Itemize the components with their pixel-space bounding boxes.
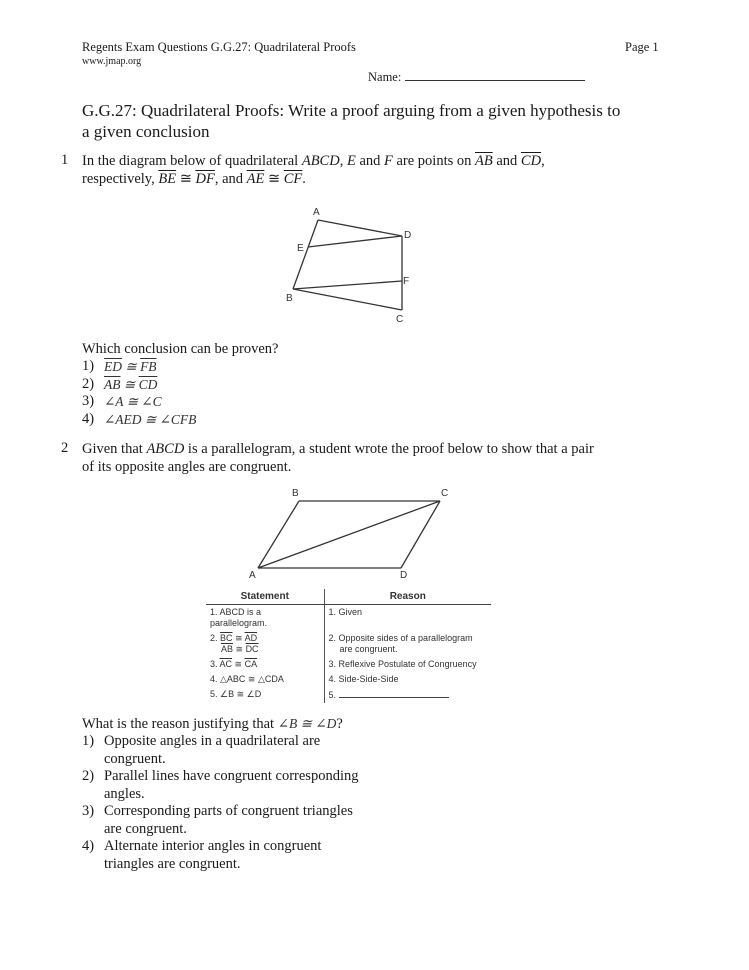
segment-ae: $\overline{AE}$ — [246, 171, 265, 187]
table-row — [206, 672, 491, 687]
table-row — [206, 657, 491, 672]
segment-cf: $\overline{CF}$ — [283, 171, 303, 187]
text: , — [339, 153, 347, 169]
quadrilateral-abcd-diagram — [270, 200, 430, 330]
name-blank-line — [405, 70, 585, 81]
congruent-symbol: ≅ — [232, 633, 245, 643]
text: is a parallelogram, a student wrote the proof below to show that a pair — [184, 441, 594, 457]
document-header-title: Regents Exam Questions G.G.27: Quadrilateral Proofs — [82, 40, 356, 54]
segment-cd: $\overline{CD}$ — [138, 376, 158, 392]
math-abcd: ABCD — [301, 153, 340, 169]
option-3[interactable] — [82, 803, 367, 838]
option-3[interactable] — [82, 393, 382, 411]
segment-ab: $\overline{AB}$ — [475, 153, 493, 169]
congruent-symbol: ≅ — [264, 171, 284, 187]
label-b: B — [286, 293, 293, 304]
name-label: Name: — [368, 70, 402, 84]
label-d: D — [404, 230, 412, 241]
segment-dc: $\overline{DC}$ — [245, 644, 259, 654]
reason-cell: 3. Reflexive Postulate of Congruency — [328, 659, 477, 669]
reason-header: Reason — [324, 589, 491, 605]
option-2[interactable] — [82, 376, 382, 394]
segment-ac: $\overline{AC}$ — [219, 659, 233, 669]
statement-cell: 4. △ABC ≅ △CDA — [206, 672, 324, 687]
text: are points on — [392, 153, 476, 169]
option-number: 3) — [82, 803, 95, 819]
website-text: www.jmap.org — [82, 56, 142, 67]
text: respectively, — [82, 171, 159, 187]
segment-ca: $\overline{CA}$ — [244, 659, 258, 669]
option-number: 1) — [82, 358, 95, 374]
option-number: 1) — [82, 733, 95, 749]
option-text: ∠AED ≅ ∠CFB — [104, 411, 197, 427]
question-2-number: 2 — [61, 440, 69, 456]
question-2-options — [82, 733, 367, 873]
section-title: G.G.27: Quadrilateral Proofs: Write a proof arguing from a given hypothesis to a given conclusion — [82, 101, 621, 141]
segment-ab: $\overline{AB}$ — [221, 644, 234, 654]
statement-cell: 1. ABCD is a parallelogram. — [206, 605, 324, 632]
text: 2. — [210, 633, 221, 643]
label-c: C — [396, 314, 404, 325]
table-row — [206, 605, 491, 632]
text: Given that — [82, 441, 147, 457]
label-c: C — [441, 488, 449, 499]
option-text: Corresponding parts of congruent triangles are congruent. — [104, 803, 353, 837]
congruent-symbol: ≅ — [120, 376, 139, 392]
math-e: E — [346, 153, 356, 169]
segment-ad: $\overline{AD}$ — [244, 633, 258, 643]
name-field — [368, 70, 585, 85]
segment-bc: $\overline{BC}$ — [220, 633, 233, 643]
option-number: 2) — [82, 768, 95, 784]
reason-cell: 4. Side-Side-Side — [328, 674, 399, 684]
text: of its opposite angles are congruent. — [82, 459, 292, 475]
label-a: A — [249, 570, 256, 581]
text: 3. — [210, 659, 220, 669]
question-2-prompt — [82, 715, 343, 733]
label-d: D — [400, 570, 408, 581]
table-row — [206, 687, 491, 703]
option-text: ∠A ≅ ∠C — [104, 394, 162, 409]
option-number: 3) — [82, 393, 95, 409]
option-2[interactable] — [82, 768, 367, 803]
segment-df: $\overline{DF}$ — [195, 171, 215, 187]
text: and — [355, 153, 384, 169]
text: In the diagram below of quadrilateral — [82, 153, 302, 169]
segment-ab: $\overline{AB}$ — [104, 376, 121, 392]
text: and — [492, 153, 521, 169]
option-number: 4) — [82, 410, 95, 427]
statement-cell — [206, 631, 324, 657]
congruent-symbol: ≅ — [232, 659, 245, 669]
option-text: Opposite angles in a quadrilateral are congruent. — [104, 733, 321, 767]
option-1[interactable] — [82, 358, 382, 376]
math-angle-b-congruent-d: ∠B ≅ ∠D — [277, 716, 337, 731]
statement-cell — [206, 657, 324, 672]
label-f: F — [403, 276, 410, 287]
option-text: Parallel lines have congruent corresponding angles. — [104, 768, 359, 802]
option-number: 2) — [82, 375, 95, 392]
math-abcd: ABCD — [146, 441, 185, 457]
segment-ed: $\overline{ED}$ — [104, 359, 122, 374]
option-4[interactable] — [82, 411, 382, 429]
label-a: A — [313, 207, 320, 218]
segment-cd: $\overline{CD}$ — [520, 153, 542, 169]
statement-cell: 5. ∠B ≅ ∠D — [206, 687, 324, 703]
math-f: F — [384, 153, 393, 169]
page-number: Page 1 — [625, 40, 659, 54]
text: , and — [214, 171, 247, 187]
text: . — [302, 171, 306, 187]
reason-cell — [324, 631, 491, 657]
statement-header: Statement — [206, 589, 324, 605]
table-row — [206, 631, 491, 657]
congruent-symbol: ≅ — [176, 171, 196, 187]
text: ? — [336, 716, 343, 732]
congruent-symbol: ≅ — [122, 359, 141, 374]
text: 5. — [328, 690, 337, 700]
question-1-text — [82, 152, 642, 188]
option-text: Alternate interior angles in congruent triangles are congruent. — [104, 838, 322, 872]
question-2-text — [82, 440, 642, 476]
text: What is the reason justifying that — [82, 716, 278, 732]
question-1-prompt: Which conclusion can be proven? — [82, 341, 279, 357]
parallelogram-abcd-diagram — [240, 480, 480, 590]
question-1-number: 1 — [61, 152, 69, 168]
option-number: 4) — [82, 838, 95, 854]
congruent-symbol: ≅ — [233, 644, 246, 654]
label-e: E — [297, 243, 304, 254]
reason-cell: 1. Given — [328, 607, 363, 617]
segment-fb: $\overline{FB}$ — [140, 359, 157, 374]
proof-table — [206, 589, 491, 703]
reason-cell — [324, 687, 491, 703]
option-4[interactable] — [82, 838, 367, 873]
option-1[interactable] — [82, 733, 367, 768]
text: 2. Opposite sides of a parallelogram — [328, 633, 473, 643]
text: are congruent. — [339, 644, 398, 654]
text: , — [541, 153, 545, 169]
segment-be: $\overline{BE}$ — [158, 171, 177, 187]
reason-blank-line — [339, 689, 449, 698]
label-b: B — [292, 488, 299, 499]
question-1-options — [82, 358, 382, 428]
